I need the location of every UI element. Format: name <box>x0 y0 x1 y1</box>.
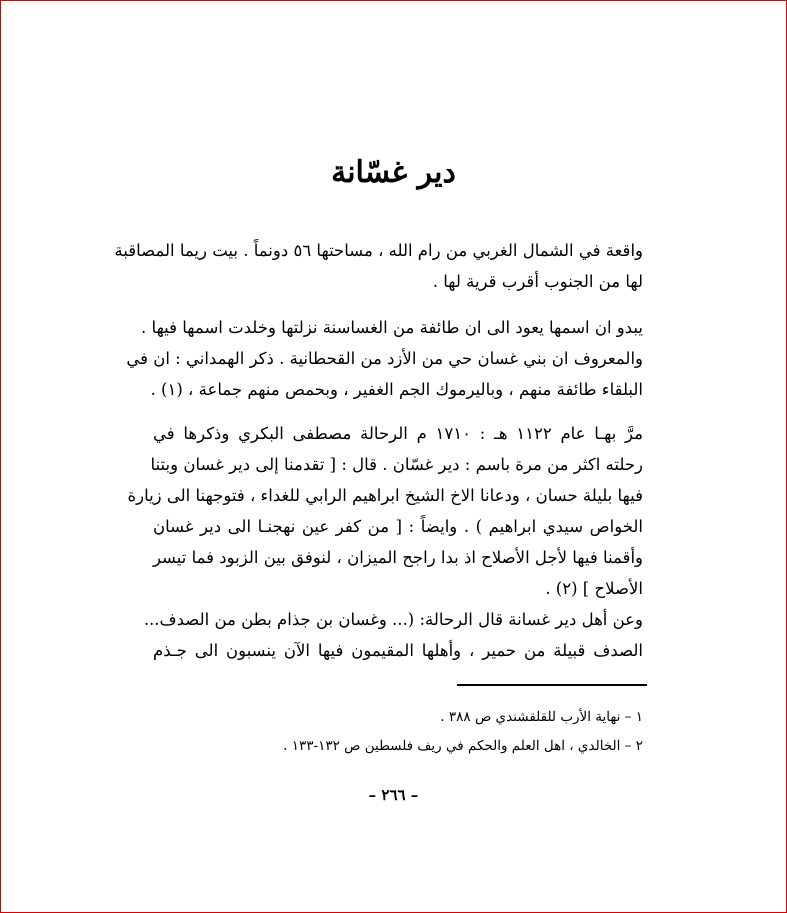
paragraph-people <box>143 604 643 666</box>
page-title: دير غسّانة <box>331 155 456 190</box>
text-line: الأصلاح ] (٢) . <box>545 579 643 598</box>
footnote-divider <box>457 684 647 686</box>
text-line: الخواص سيدي ابراهيم ) . وايضاً : [ من كفر عين نهجنـا الى دير غسان <box>153 517 643 536</box>
text-line: واقعة في الشمال الغربي من رام الله ، مساحتها ٥٦ دونماً . بيت ريما المصاقبة <box>114 241 643 260</box>
text-line: رحلته اكثر من مرة باسم : دير غسّان . قال : [ تقدمنا إلى دير غسان وبتنا <box>150 455 643 474</box>
text-line: لها من الجنوب أقرب قرية لها . <box>432 272 643 291</box>
footnote-1: ١ – نهاية الأرب للقلقشندي ص ٣٨٨ . <box>440 709 643 725</box>
text-line: مرَّ بهـا عام ١١٢٢ هـ : ١٧١٠ م الرحالة مصطفى البكري وذكرها في <box>153 424 643 443</box>
text-line: والمعروف ان بني غسان حي من الأزد من القحطانية . ذكر الهمداني : ان في <box>126 349 643 368</box>
paragraph-location <box>114 235 643 297</box>
text-line: الصدف قبيلة من حمير ، وأهلها المقيمون فيها الآن ينسبون الى جـذم <box>153 641 643 660</box>
paragraph-name-origin <box>126 312 643 405</box>
text-line: يبدو ان اسمها يعود الى ان طائفة من الغساسنة نزلتها وخلدت اسمها فيها . <box>141 318 643 337</box>
footnote-2: ٢ – الخالدي ، اهل العلم والحكم في ريف فلسطين ص ١٣٢-١٣٣ . <box>283 738 643 754</box>
text-line: وعن أهل دير غسانة قال الرحالة: (... وغسان بن جذام بطن من الصدف... <box>143 610 643 629</box>
text-line: وأقمنا فيها لأجل الأصلاح اذ بدا راجح الميزان ، لنوفق بين الزبود فما تيسر <box>152 548 643 567</box>
page-number: – ٢٦٦ – <box>368 786 419 804</box>
text-line: البلقاء طائفة منهم ، وباليرموك الجم الغفير ، وبحمص منهم جماعة ، (١) . <box>150 380 643 399</box>
text-line: فيها بليلة حسان ، ودعانا الاخ الشيخ ابراهيم الرابي للغداء ، فتوجهنا الى زيارة <box>127 486 643 505</box>
paragraph-traveler <box>127 418 643 604</box>
